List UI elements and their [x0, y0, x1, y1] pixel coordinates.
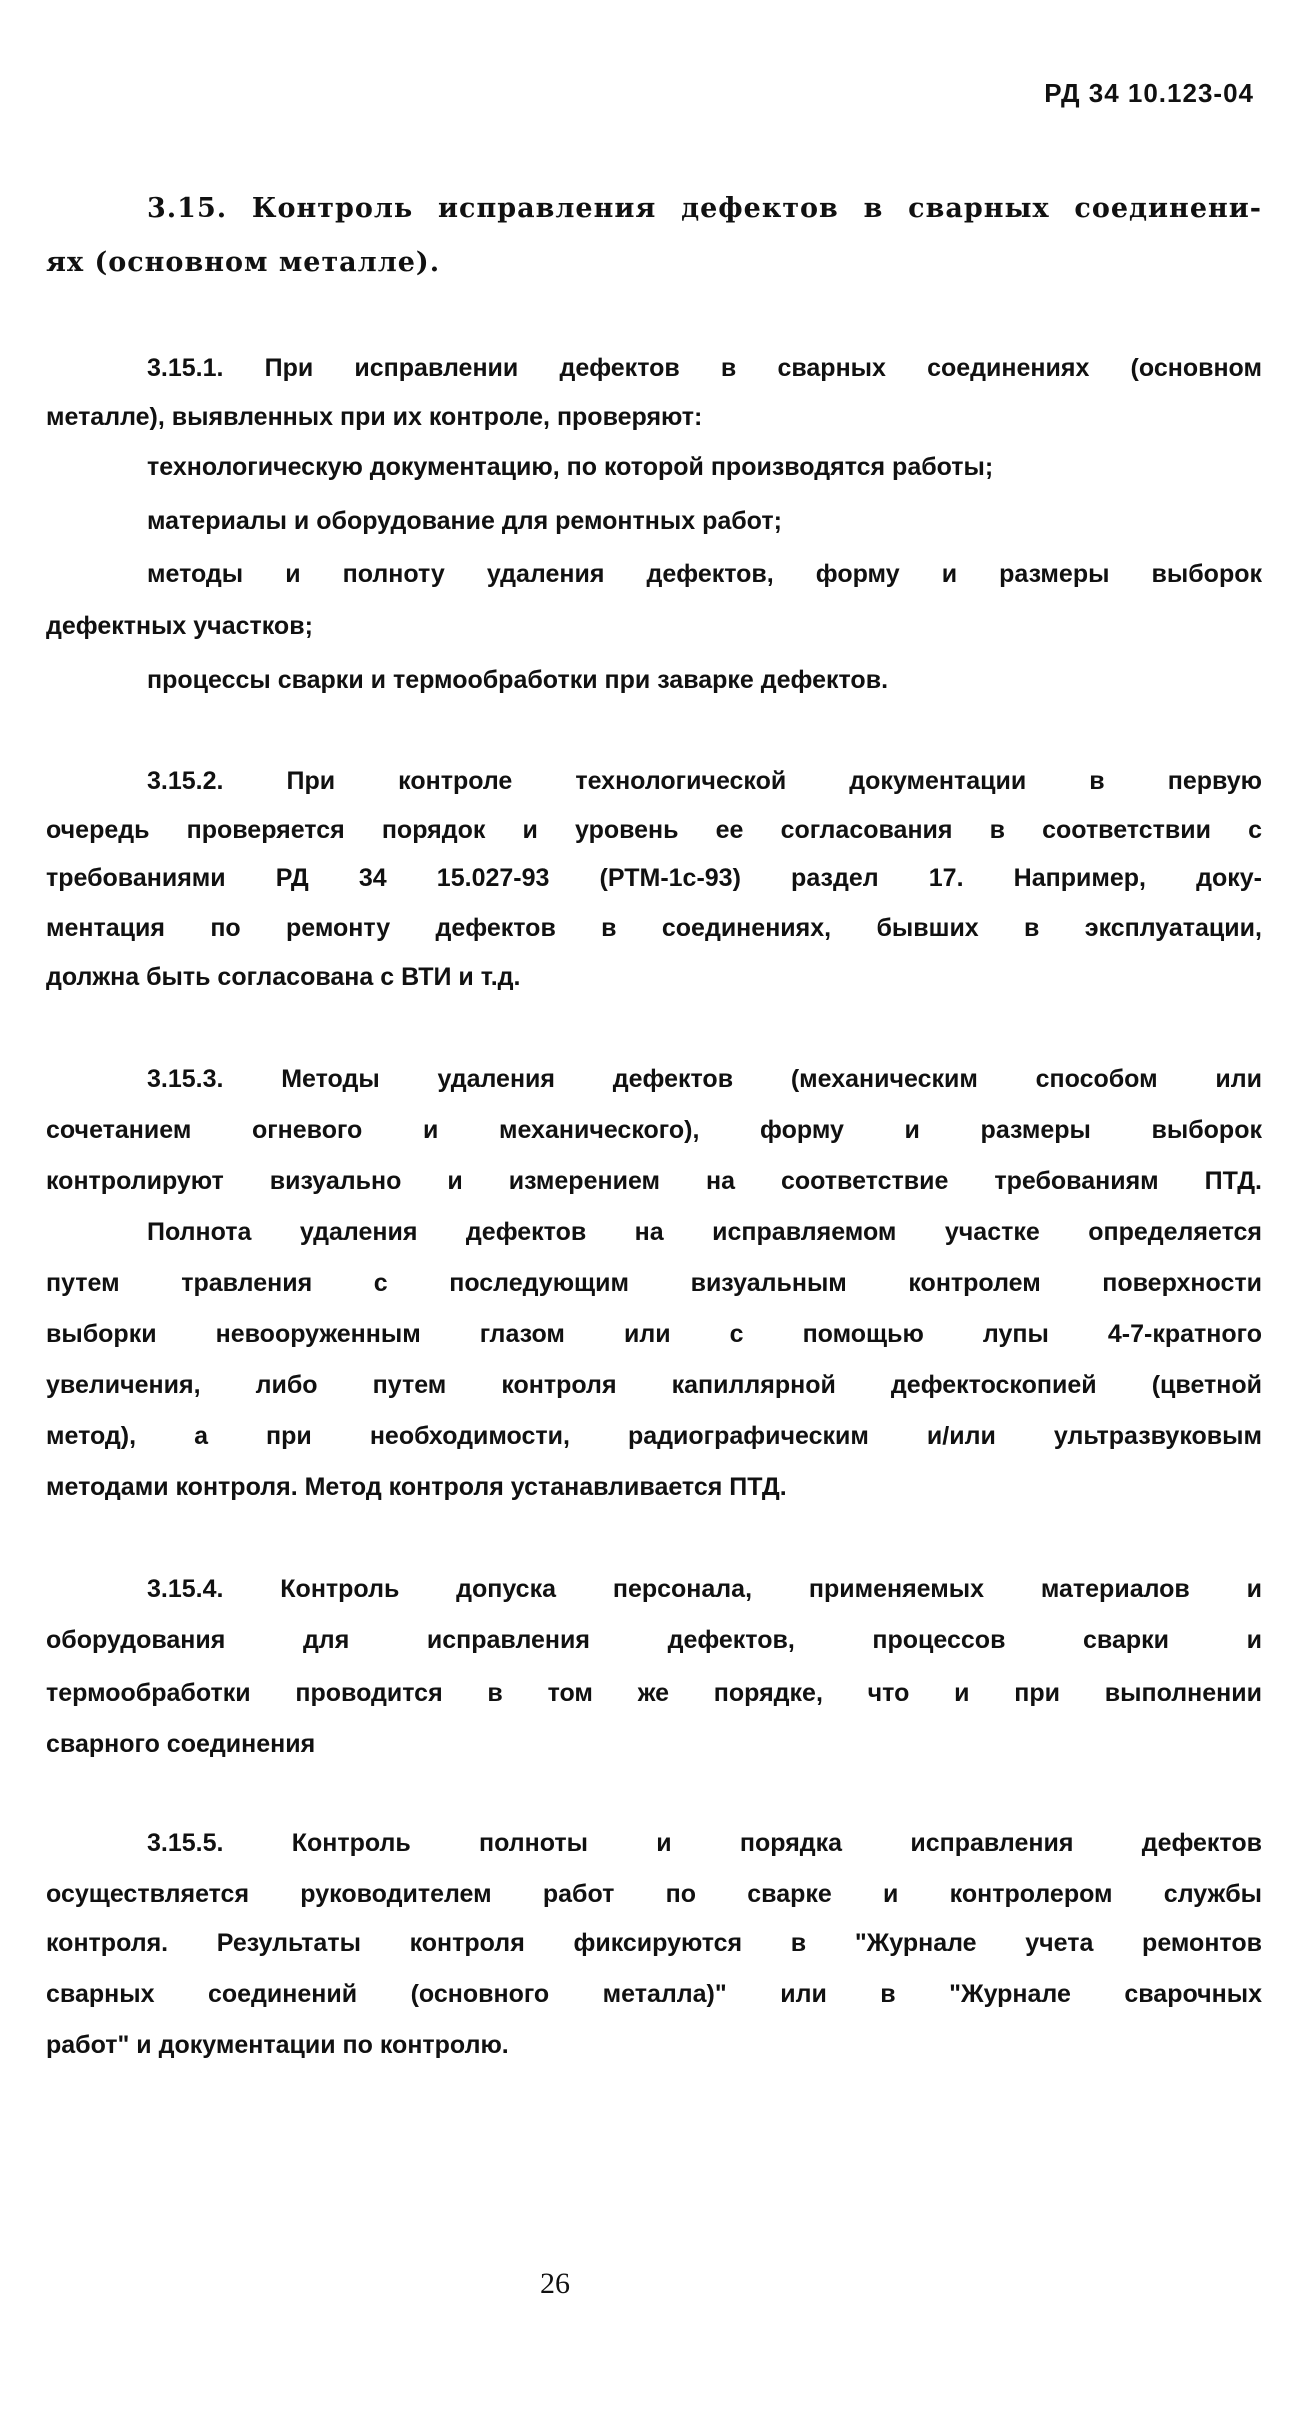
- page-number: 26: [540, 2267, 570, 2300]
- text-line: увеличения, либо путем контроля капиллярной дефектоскопией (цветной: [46, 1371, 1262, 1399]
- text-line: контроля. Результаты контроля фиксируются в "Журнале учета ремонтов: [46, 1929, 1262, 1957]
- text-line: контролируют визуально и измерением на соответствие требованиям ПТД.: [46, 1167, 1262, 1195]
- text-line: сочетанием огневого и механического), форму и размеры выборок: [46, 1116, 1262, 1144]
- text-line: 3.15.1. При исправлении дефектов в сварных соединениях (основном: [147, 354, 1262, 382]
- document-code: РД 34 10.123-04: [1044, 78, 1254, 108]
- text-line: работ" и документации по контролю.: [46, 2031, 509, 2059]
- text-line: требованиями РД 34 15.027-93 (РТМ-1с-93) раздел 17. Например, доку-: [46, 864, 1262, 892]
- heading-line: 3.15. Контроль исправления дефектов в сварных соединени-: [147, 193, 1262, 224]
- text-line: 3.15.3. Методы удаления дефектов (механическим способом или: [147, 1065, 1262, 1093]
- list-item: процессы сварки и термообработки при заварке дефектов.: [147, 666, 889, 694]
- text-line: осуществляется руководителем работ по сварке и контролером службы: [46, 1880, 1262, 1908]
- text-line: 3.15.4. Контроль допуска персонала, применяемых материалов и: [147, 1575, 1262, 1603]
- text-line: очередь проверяется порядок и уровень ее согласования в соответствии с: [46, 816, 1262, 844]
- heading-line: ях (основном металле).: [46, 247, 441, 278]
- text-line: металле), выявленных при их контроле, проверяют:: [46, 403, 703, 431]
- text-line: выборки невооруженным глазом или с помощью лупы 4-7-кратного: [46, 1320, 1262, 1348]
- text-line: сварного соединения: [46, 1730, 316, 1758]
- text-line: термообработки проводится в том же порядке, что и при выполнении: [46, 1679, 1262, 1707]
- text-line: 3.15.5. Контроль полноты и порядка исправления дефектов: [147, 1829, 1262, 1857]
- text-line: путем травления с последующим визуальным контролем поверхности: [46, 1269, 1262, 1297]
- text-line: оборудования для исправления дефектов, процессов сварки и: [46, 1626, 1262, 1654]
- list-item: методы и полноту удаления дефектов, форму и размеры выборок: [147, 560, 1262, 588]
- text-line: метод), а при необходимости, радиографическим и/или ультразвуковым: [46, 1422, 1262, 1450]
- text-line: сварных соединений (основного металла)" или в "Журнале сварочных: [46, 1980, 1262, 2008]
- list-item: материалы и оборудование для ремонтных работ;: [147, 507, 782, 535]
- text-line: дефектных участков;: [46, 612, 313, 640]
- text-line: должна быть согласована с ВТИ и т.д.: [46, 963, 521, 991]
- list-item: технологическую документацию, по которой производятся работы;: [147, 453, 994, 481]
- text-line: Полнота удаления дефектов на исправляемом участке определяется: [147, 1218, 1262, 1246]
- text-line: 3.15.2. При контроле технологической документации в первую: [147, 767, 1262, 795]
- text-line: ментация по ремонту дефектов в соединениях, бывших в эксплуатации,: [46, 914, 1262, 942]
- text-line: методами контроля. Метод контроля устанавливается ПТД.: [46, 1473, 787, 1501]
